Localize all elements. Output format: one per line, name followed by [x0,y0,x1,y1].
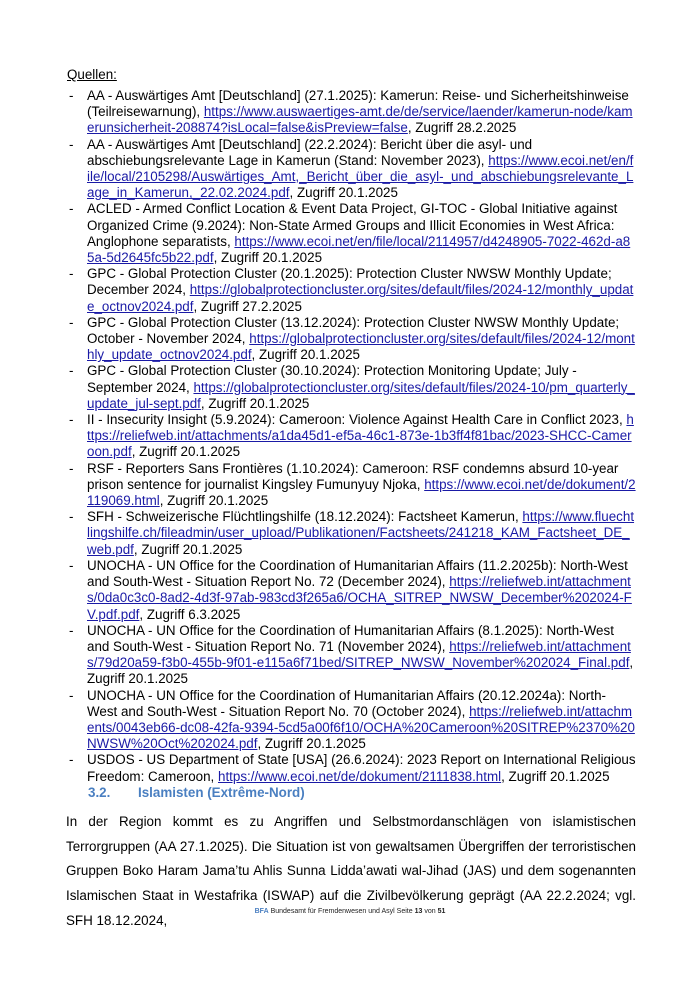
source-text: AA - Auswärtiges Amt [Deutschland] (22.2.2024): Bericht über die asyl- und abschiebungsrelevante Lage in Kamerun (Stand: November 2023), [87,136,533,168]
source-access-date: , Zugriff 27.2.2025 [193,298,302,314]
list-dash: - [69,136,74,152]
source-link[interactable]: https://globalprotectioncluster.org/sites/default/files/2024-12/monthly_update_octnov2024.pdf [87,282,634,314]
source-text: USDOS - US Department of State [USA] (26.6.2024): 2023 Report on International Religious Freedom: Cameroon, [87,752,636,784]
source-text: RSF - Reporters Sans Frontières (1.10.2024): Cameroon: RSF condemns absurd 10-year prison sentence for journalist Kingsley Fumunyuy Njoka, [87,460,619,492]
source-item [66,623,636,688]
list-dash: - [69,752,74,768]
source-link[interactable]: https://reliefweb.int/attachments/0043eb66-dc08-42fa-9394-5cd5a00f6f10/OCHA%20Cameroon%20SITREP%2370%20NWSW%20Oct%202024.pdf [87,703,635,752]
footer-of-word: von [424,908,436,915]
source-access-date: , Zugriff 20.1.2025 [133,541,243,557]
source-link[interactable]: https://www.ecoi.net/de/dokument/2119069.html [87,476,636,509]
source-text: ACLED - Armed Conflict Location & Event Data Project, GI-TOC - Global Initiative against Organized Crime (9.2024): Non-State Armed Groups and Illicit Economies in West Africa: Anglophone separatists, [87,201,618,249]
source-link[interactable]: https://reliefweb.int/attachments/79d20a59-f3b0-455b-9f01-e115a6f71bed/SITREP_NWSW_November%202024_Final.pdf [87,638,631,671]
source-item [66,461,636,510]
source-text: AA - Auswärtiges Amt [Deutschland] (27.1.2025): Kamerun: Reise- und Sicherheitshinweise (Teilreisewarnung), [87,88,629,120]
list-dash: - [69,266,74,282]
source-text: GPC - Global Protection Cluster (30.10.2024): Protection Monitoring Update; July - September 2024, [87,363,577,395]
section-number: 3.2. [88,785,111,800]
source-access-date: , Zugriff 20.1.2025 [87,655,634,687]
source-item [66,315,636,364]
footer-page-word: Seite [396,908,413,915]
source-item [66,266,636,315]
list-dash: - [69,460,74,476]
source-text: UNOCHA - UN Office for the Coordination of Humanitarian Affairs (11.2.2025b): North-West and South-West - Situation Report No. 72 (December 2024), [87,557,628,590]
source-access-date: , Zugriff 20.1.2025 [501,768,610,784]
source-link[interactable]: https://globalprotectioncluster.org/sites/default/files/2024-12/monthly_update_octnov2024.pdf [87,331,635,363]
sources-heading: Quellen: [67,67,117,82]
source-access-date: , Zugriff 20.1.2025 [251,347,360,363]
footer-org: Bundesamt für Fremdenwesen und Asyl [270,908,395,915]
source-text: UNOCHA - UN Office for the Coordination of Humanitarian Affairs (8.1.2025): North-West and South-West - Situation Report No. 71 (November 2024), [87,622,614,654]
source-link[interactable]: https://globalprotectioncluster.org/sites/default/files/2024-10/pm_quarterly_update_jul-sept.pdf [87,379,635,411]
list-dash: - [69,314,74,330]
source-access-date: , Zugriff 28.2.2025 [407,120,517,136]
source-item [66,137,636,202]
list-dash: - [69,88,74,103]
list-dash: - [69,201,74,217]
source-item [66,412,636,461]
list-dash: - [69,363,74,379]
source-access-date: , Zugriff 20.1.2025 [131,444,241,460]
source-link[interactable]: https://www.ecoi.net/en/file/local/2114957/d4248905-7022-462d-a85a-5d2645fc5b22.pdf [87,233,631,266]
source-link[interactable]: https://www.ecoi.net/de/dokument/2111838.html [218,768,502,784]
source-access-date: , Zugriff 20.1.2025 [159,493,269,509]
source-link[interactable]: https://www.ecoi.net/en/file/local/2105298/Auswärtiges_Amt,_Bericht_über_die_asyl-_und_abschiebungsrelevante_Lage_in_Kamerun,_22.02.2024.pdf [87,152,634,201]
section-heading [88,784,305,802]
source-link[interactable]: https://reliefweb.int/attachments/0da0c3c0-8ad2-4d3f-97ab-983cd3f265a6/OCHA_SITREP_NWSW_December%202024-FV.pdf.pdf [87,574,632,622]
footer-page-total: 51 [437,908,446,915]
source-text: UNOCHA - UN Office for the Coordination of Humanitarian Affairs (20.12.2024a): North-West and South-West - Situation Report No. 70 (October 2024), [87,687,606,719]
source-item [66,509,636,558]
source-link[interactable]: https://reliefweb.int/attachments/a1da45d1-ef5a-46c1-873e-1b3ff4f81bac/2023-SHCC-Cameroon.pdf [87,412,634,460]
sources-list [66,88,636,785]
source-access-date: , Zugriff 20.1.2025 [289,185,398,201]
list-dash: - [69,557,74,573]
source-text: II - Insecurity Insight (5.9.2024): Cameroon: Violence Against Health Care in Conflict 2023, [87,412,623,428]
source-access-date: , Zugriff 6.3.2025 [139,606,241,622]
source-link[interactable]: https://www.fluechtlingshilfe.ch/fileadmin/user_upload/Publikationen/Factsheets/241218_KAM_Factsheet_DE_web.pdf [87,509,635,557]
source-item [66,688,636,753]
page-footer [0,907,700,917]
source-text: SFH - Schweizerische Flüchtlingshilfe (18.12.2024): Factsheet Kamerun, [87,509,519,525]
list-dash: - [69,687,74,703]
section-title: Islamisten (Extrême-Nord) [138,785,305,800]
list-dash: - [69,509,74,525]
source-text: GPC - Global Protection Cluster (20.1.2025): Protection Cluster NWSW Monthly Update; December 2024, [87,266,612,298]
source-item [66,558,636,623]
source-link[interactable]: https://www.auswaertiges-amt.de/de/service/laender/kamerun-node/kamerunsicherheit-208874?isLocal=false&isPreview=false [87,104,633,136]
footer-page-number: 13 [414,908,423,915]
source-access-date: , Zugriff 20.1.2025 [200,395,310,411]
body-paragraph: In der Region kommt es zu Angriffen und Selbstmordanschlägen von islamistischen Terrorgruppen (AA 27.1.2025). Die Situation ist von gewaltsamen Übergriffen der terroristischen Gruppen Boko Haram Jama’tu Ahlis Sunna Lidda’awati wal-Jihad (JAS) und dem sogenannten Islamischen Staat in Westafrika (ISWAP) auf die Zivilbevölkerung geprägt (AA 22.2.2024; vgl. SFH 18.12.2024, [66,814,636,928]
list-dash: - [69,622,74,638]
bfa-logo: BFA [254,908,269,915]
source-item [66,752,636,784]
source-item [66,201,636,266]
source-access-date: , Zugriff 20.1.2025 [213,250,323,266]
source-access-date: , Zugriff 20.1.2025 [257,736,366,752]
source-item [66,363,636,412]
source-text: GPC - Global Protection Cluster (13.12.2024): Protection Cluster NWSW Monthly Update; October - November 2024, [87,314,620,347]
source-item [66,88,636,137]
list-dash: - [69,412,74,428]
